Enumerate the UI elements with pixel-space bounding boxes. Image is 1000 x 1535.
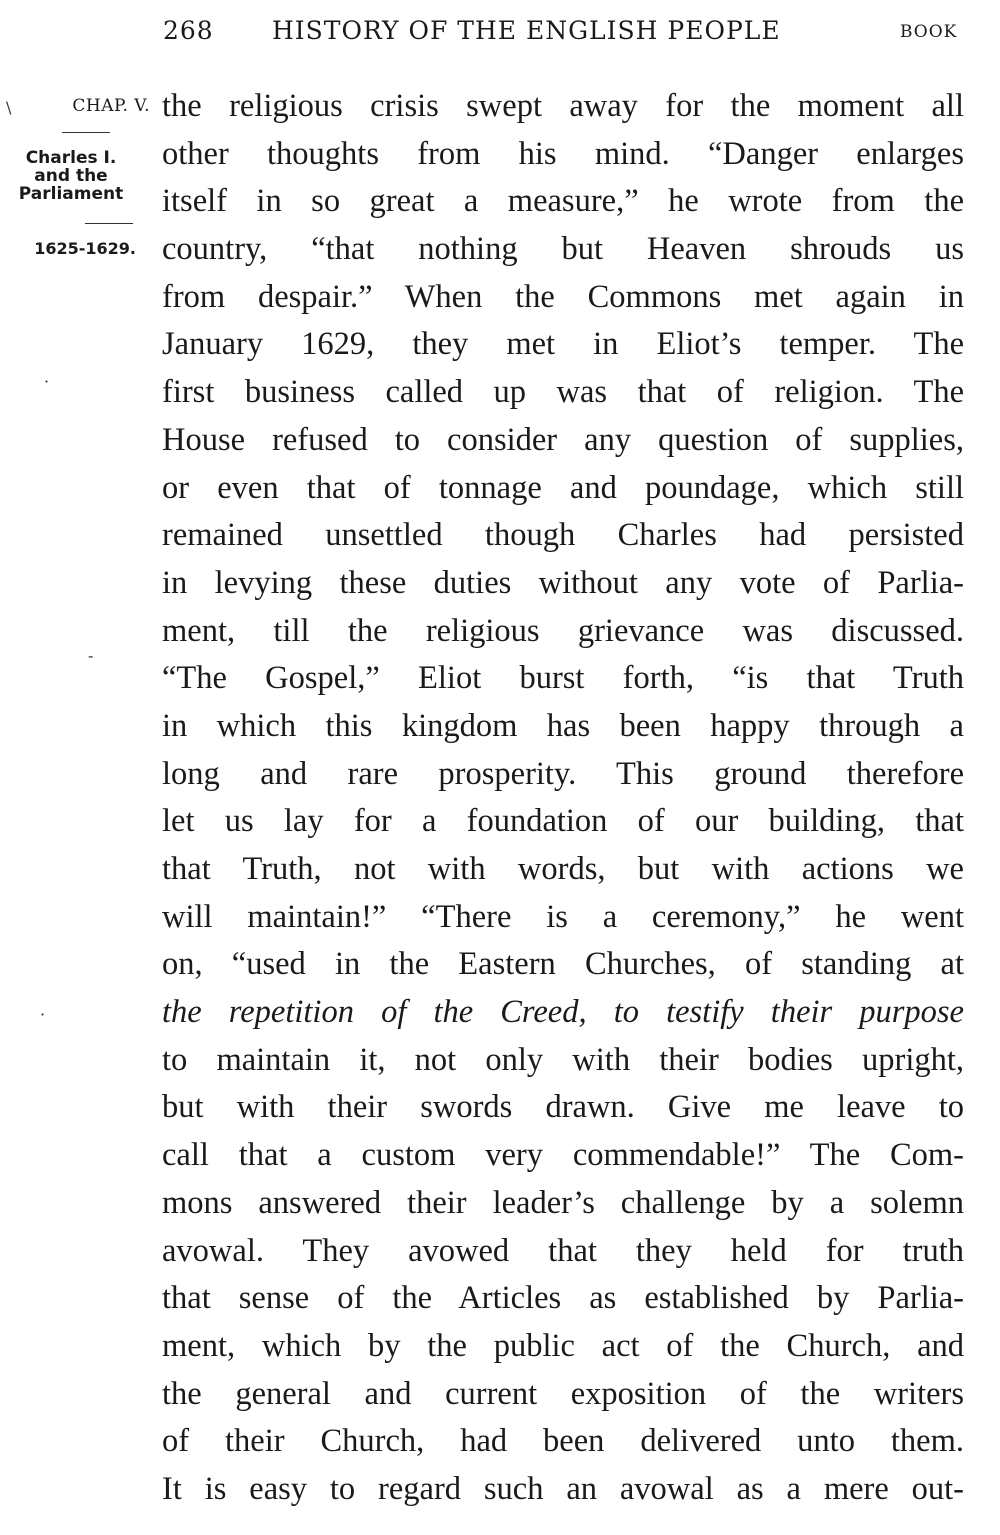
text-line: ment, which by the public act of the Church, and	[162, 1327, 964, 1364]
text-line: “The Gospel,” Eliot burst forth, “is that Truth	[162, 660, 964, 697]
text-line: the general and current exposition of the writers	[162, 1375, 964, 1412]
text-line: remained unsettled though Charles had persisted	[162, 517, 964, 554]
sidenote-topic	[0, 147, 156, 205]
text-line: long and rare prosperity. This ground therefore	[162, 755, 964, 792]
text-line: the repetition of the Creed, to testify their purpose	[162, 994, 964, 1031]
sidenote-topic-line: Parliament	[18, 184, 124, 204]
text-line: call that a custom very commendable!” The Com-	[162, 1137, 964, 1174]
text-line: mons answered their leader’s challenge by a solemn	[162, 1184, 964, 1221]
page-number: 268	[163, 16, 214, 45]
sidenote-topic-line: and the	[34, 166, 108, 186]
text-line: ment, till the religious grievance was discussed.	[162, 612, 964, 649]
sidenote-divider	[85, 223, 133, 224]
text-line: will maintain!” “There is a ceremony,” he went	[162, 898, 964, 935]
text-line: from despair.” When the Commons met again in	[162, 278, 964, 315]
running-book-label: BOOK	[900, 22, 958, 42]
text-line: in which this kingdom has been happy through a	[162, 707, 964, 744]
text-line: or even that of tonnage and poundage, which still	[162, 469, 964, 506]
text-line: on, “used in the Eastern Churches, of standing at	[162, 946, 964, 983]
text-line: other thoughts from his mind. “Danger enlarges	[162, 135, 964, 172]
margin-dot-mark: ·	[40, 1005, 46, 1024]
text-line: that Truth, not with words, but with actions we	[162, 851, 964, 887]
text-line: but with their swords drawn. Give me leave to	[162, 1089, 964, 1126]
text-line: in levying these duties without any vote of Parlia-	[162, 564, 964, 601]
margin-dash-mark: -	[88, 646, 94, 665]
text-line: It is easy to regard such an avowal as a mere out-	[162, 1470, 964, 1507]
text-line: avowal. They avowed that they held for truth	[162, 1232, 964, 1269]
text-line: country, “that nothing but Heaven shrouds us	[162, 231, 964, 268]
text-line: that sense of the Articles as established by Parlia-	[162, 1280, 964, 1317]
main-text-body	[162, 83, 964, 1514]
sidenote-topic-line: Charles I.	[25, 148, 117, 168]
text-line: let us lay for a foundation of our building, that	[162, 803, 964, 840]
running-header	[0, 14, 1000, 54]
text-line: first business called up was that of religion. The	[162, 374, 964, 411]
sidenote-dates: 1625-1629.	[34, 239, 136, 258]
text-line: to maintain it, not only with their bodies upright,	[162, 1041, 964, 1078]
text-line: of their Church, had been delivered unto them.	[162, 1423, 964, 1460]
sidenote-divider	[62, 132, 110, 133]
text-line: House refused to consider any question of supplies,	[162, 421, 964, 458]
running-title: HISTORY OF THE ENGLISH PEOPLE	[272, 16, 781, 45]
text-line: the religious crisis swept away for the moment all	[162, 88, 964, 124]
sidenote-chapter: CHAP. V.	[72, 96, 150, 116]
margin-tick-mark: \	[6, 98, 12, 117]
margin-dot-mark: ·	[44, 372, 50, 391]
text-line: January 1629, they met in Eliot’s temper. The	[162, 326, 964, 363]
text-line: itself in so great a measure,” he wrote from the	[162, 183, 964, 220]
